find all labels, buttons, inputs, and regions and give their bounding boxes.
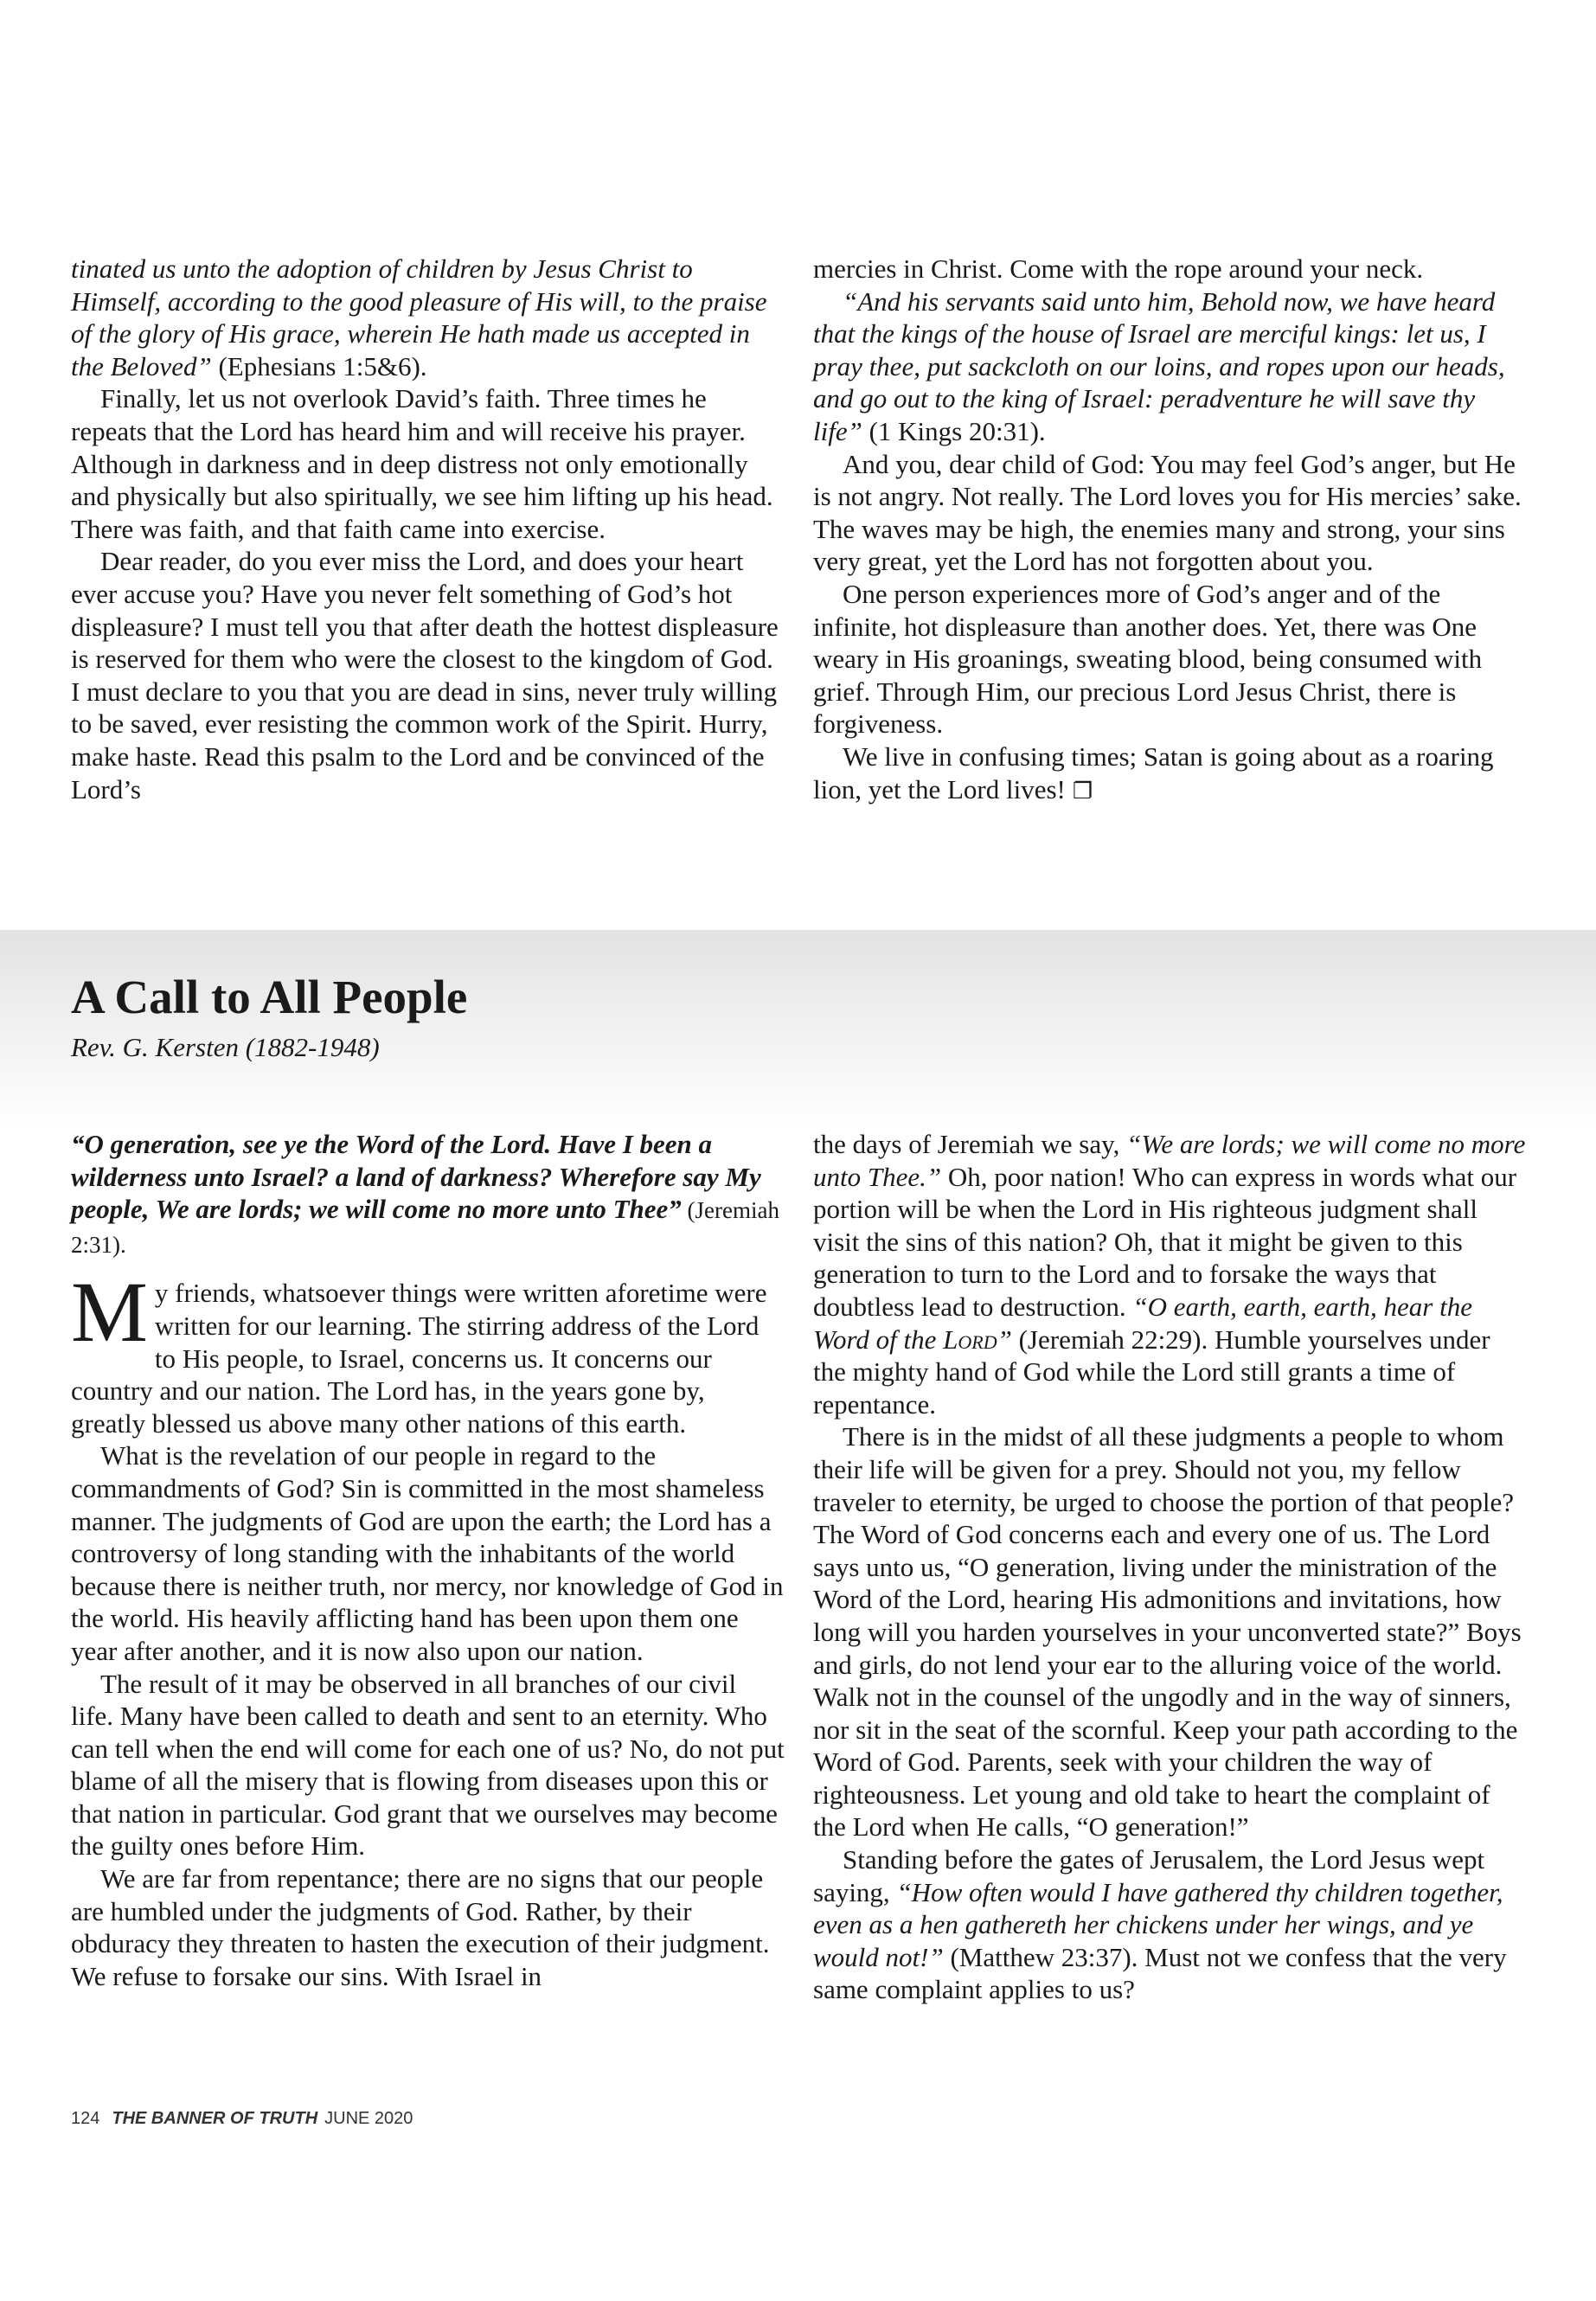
closing-sentence: We live in confusing times; Satan is going about as a roaring lion, yet the Lord lives! bbox=[813, 740, 1494, 804]
scripture-quote: tinated us unto the adoption of children by Jesus Christ to Himself, according to the good pleasure of His will, to the praise of the glory of His grace, wherein He hath made us accepted in the Beloved” bbox=[71, 253, 767, 381]
end-mark-icon: ❐ bbox=[1072, 778, 1093, 804]
paragraph bbox=[813, 1843, 1527, 2006]
paragraph: Finally, let us not overlook David’s faith. Three times he repeats that the Lord has heard him and will receive his prayer. Although in darkness and in deep distress not only emotionally and physically but also spiritually, we see him lifting up his head. There was faith, and that faith came into exercise. bbox=[71, 383, 773, 544]
magazine-name: THE BANNER OF TRUTH bbox=[112, 2109, 318, 2128]
scripture-quote: “And his servants said unto him, Behold now, we have heard that the kings of the house of Israel are merciful kings: let us, I pray thee, put sackcloth on our loins, and ropes upon our heads, and go out to the king of Israel: peradventure he will save thy life” bbox=[813, 285, 1505, 446]
paragraph: mercies in Christ. Come with the rope around your neck. bbox=[813, 253, 1424, 284]
paragraph-text: Standing before the gates of Jerusalem, the Lord Jesus wept saying, bbox=[813, 1844, 1485, 1907]
article-byline: Rev. G. Kersten (1882-1948) bbox=[71, 1032, 380, 1062]
paragraph bbox=[71, 253, 785, 382]
paragraph: We are far from repentance; there are no signs that our people are humbled under the judgments of God. Rather, by their obduracy they threaten to hasten the execution of their judgment. We refuse to forsake our sins. With Israel in bbox=[71, 1863, 770, 1991]
scripture-quote: “How often would I have gathered thy children together, even as a hen gathereth her chickens under her wings, and ye would not!” bbox=[813, 1876, 1503, 1972]
paragraph: One person experiences more of God’s anger and of the infinite, hot displeasure than another does. Yet, there was One weary in His groanings, sweating blood, being consumed with grief. Through Him, our precious Lord Jesus Christ, there is forgiveness. bbox=[813, 578, 1483, 740]
scripture-reference: (1 Kings 20:31). bbox=[862, 415, 1046, 446]
article-left-column bbox=[71, 1128, 785, 1992]
paragraph bbox=[71, 1264, 785, 1439]
top-right-column bbox=[813, 253, 1527, 808]
paragraph: The result of it may be observed in all branches of our civil life. Many have been called to death and sent to an eternity. Who can tell when the end will come for each one of us? No, do not put blame of all the misery that is flowing from diseases upon this or that nation in particular. God grant that we ourselves may become the guilty ones before Him. bbox=[71, 1668, 785, 1862]
paragraph-text: (Jeremiah 22:29). Humble yourselves under the mighty hand of God while the Lord still grants a time of repentance. bbox=[813, 1324, 1490, 1420]
top-left-column bbox=[71, 253, 785, 805]
paragraph: There is in the midst of all these judgments a people to whom their life will be given for a prey. Should not you, my fellow traveler to eternity, be urged to choose the portion of that people? The Word of God concerns each and every one of us. The Lord says unto us, “O generation, living under the ministration of the Word of the Lord, hearing His admonitions and invitations, how long will you harden yourselves in your unconverted state?” Boys and girls, do not lend your ear to the alluring voice of the world. Walk not in the counsel of the ungodly and in the way of sinners, nor sit in the seat of the scornful. Keep your path according to the Word of God. Parents, seek with your children the way of righteousness. Let young and old take to heart the complaint of the Lord when He calls, “O generation!” bbox=[813, 1421, 1522, 1843]
lord-smallcaps: Lord bbox=[943, 1324, 997, 1355]
page-footer bbox=[71, 2109, 413, 2129]
paragraph-text: y friends, whatsoever things were written aforetime were written for our learning. The stirring address of the Lord to His people, to Israel, concerns us. It concerns our country and our nation. The Lord has, in the years gone by, greatly blessed us above many other nations of this earth. bbox=[71, 1278, 767, 1439]
epigraph-quote: “O generation, see ye the Word of the Lord. Have I been a wilderness unto Israel? a land of darkness? Wherefore say My people, We are lords; we will come no more unto Thee” bbox=[71, 1129, 761, 1225]
paragraph bbox=[813, 740, 1527, 808]
article-title: A Call to All People bbox=[71, 971, 468, 1023]
article-header-band bbox=[0, 930, 1596, 1129]
paragraph: Dear reader, do you ever miss the Lord, and does your heart ever accuse you? Have you never felt something of God’s hot displeasure? I must tell you that after death the hottest displeasure is reserved for them who were the closest to the kingdom of God. I must declare to you that you are dead in sins, never truly willing to be saved, ever resisting the common work of the Spirit. Hurry, make haste. Read this psalm to the Lord and be convinced of the Lord’s bbox=[71, 546, 779, 804]
paragraph bbox=[813, 285, 1527, 448]
paragraph-text: Oh, poor nation! Who can express in words what our portion will be when the Lord in His righteous judgment shall visit the sins of this nation? Oh, that it might be given to this generation to turn to the Lord and to forsake the ways that doubtless lead to destruction. bbox=[813, 1161, 1517, 1322]
paragraph: And you, dear child of God: You may feel God’s anger, but He is not angry. Not really. The Lord loves you for His mercies’ sake. The waves may be high, the enemies many and strong, your sins very great, yet the Lord has not forgotten about you. bbox=[813, 448, 1522, 577]
scripture-quote-close: ” bbox=[997, 1324, 1012, 1355]
page-number: 124 bbox=[71, 2109, 100, 2128]
scripture-quote: “We are lords; we will come no more unto Thee.” bbox=[813, 1129, 1526, 1192]
issue-date: JUNE 2020 bbox=[324, 2109, 413, 2128]
paragraph: What is the revelation of our people in regard to the commandments of God? Sin is committed in the most shameless manner. The judgments of God are upon the earth; the Lord has a controversy of long standing with the inhabitants of the world because there is neither truth, nor mercy, nor knowledge of God in the world. His heavily afflicting hand has been upon them one year after another, and it is now also upon our nation. bbox=[71, 1440, 784, 1666]
epigraph bbox=[71, 1128, 785, 1261]
paragraph bbox=[813, 1128, 1527, 1420]
epigraph-reference: (Jeremiah 2:31). bbox=[71, 1197, 779, 1258]
scripture-quote-text: “O earth, earth, earth, hear the Word of the bbox=[813, 1291, 1472, 1355]
paragraph-text: (Matthew 23:37). Must not we confess that the very same complaint applies to us? bbox=[813, 1941, 1507, 2005]
article-right-column bbox=[813, 1128, 1527, 2006]
scripture-reference: (Ephesians 1:5&6). bbox=[211, 350, 427, 381]
drop-cap: M bbox=[71, 1264, 148, 1361]
paragraph-text: the days of Jeremiah we say, bbox=[813, 1129, 1127, 1159]
